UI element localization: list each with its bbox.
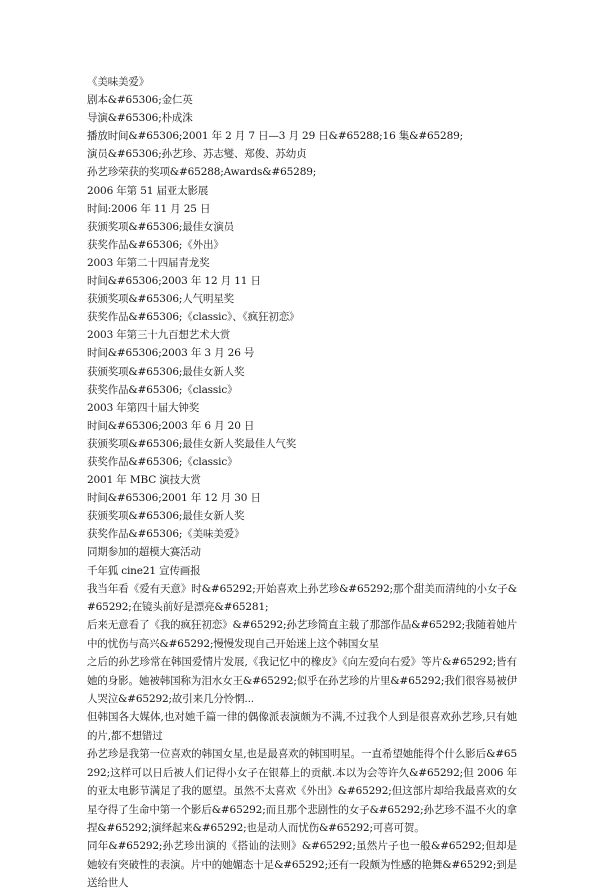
award-category: 获颁奖项&#65306;最佳女新人奖最佳人气奖 xyxy=(87,437,297,450)
body-paragraph: 孙艺珍是我第一位喜欢的韩国女星,也是最喜欢的韩国明星。一直希望她能得个什么影后&#65292;这样可以日后被人们记得小女子在银幕上的贡献.本以为会等许久&#65292;但 2006 年的亚太电影节满足了我的愿望。虽然不太喜欢《外出》&#65292;但这部片却给我最喜欢的女星夺得了生命中第一个影后&#65292;而且那个悲剧性的女子&#65292;孙艺珍不温不火的拿捏&#65292;演绎起来&#65292;也是动人而忧伤&#65292;可喜可贺。 xyxy=(87,748,517,834)
broadcast-time-line: 播放时间&#65306;2001 年 2 月 7 日—3 月 29 日&#65288;16 集&#65289; xyxy=(87,130,464,143)
body-paragraph: 同年&#65292;孙艺珍出演的《搭讪的法则》&#65292;虽然片子也一般&#65292;但却是她较有突破性的表演。片中的她媚态十足&#65292;还有一段颇为性感的艳舞&#65292;到是送给世人 xyxy=(87,840,517,890)
award-date: 时间&#65306;2003 年 12 月 11 日 xyxy=(87,275,261,288)
award-work: 获奖作品&#65306;《classic》 xyxy=(87,383,238,396)
award-event: 2001 年 MBC 演技大赏 xyxy=(87,474,201,487)
caption-line: 千年狐 cine21 宣传画报 xyxy=(87,564,201,577)
award-work: 获奖作品&#65306;《classic》 xyxy=(87,455,238,468)
award-category: 获颁奖项&#65306;人气明星奖 xyxy=(87,293,235,306)
award-event: 2003 年第四十届大钟奖 xyxy=(87,401,200,414)
screenwriter-line: 剧本&#65306;金仁英 xyxy=(87,94,193,107)
document-body xyxy=(87,73,517,893)
body-paragraph: 后来无意看了《我的疯狂初恋》&#65292;孙艺珍简直主载了那部作品&#65292;我随着她片中的忧伤与高兴&#65292;慢慢发现自己开始迷上这个韩国女星 xyxy=(87,619,517,650)
award-date: 时间&#65306;2003 年 3 月 26 号 xyxy=(87,347,255,360)
award-work: 获奖作品&#65306;《外出》 xyxy=(87,238,224,251)
drama-title: 《美味美爱》 xyxy=(87,76,150,88)
award-date: 时间:2006 年 11 月 25 日 xyxy=(87,202,211,215)
award-category: 获颁奖项&#65306;最佳女演员 xyxy=(87,220,235,233)
award-event: 2006 年第 51 届亚太影展 xyxy=(87,184,209,197)
body-paragraph: 但韩国各大媒体,也对她千篇一律的偶像派表演颇为不满,不过我个人到是很喜欢孙艺珍,只有她的片,都不想错过 xyxy=(87,711,517,742)
caption-line: 同期参加的超模大赛活动 xyxy=(87,546,201,559)
cast-line: 演员&#65306;孙艺珍、苏志燮、郑俊、苏幼贞 xyxy=(87,148,307,161)
awards-heading: 孙艺珍荣获的奖项&#65288;Awards&#65289; xyxy=(87,166,317,179)
director-line: 导演&#65306;朴成洙 xyxy=(87,112,193,125)
award-category: 获颁奖项&#65306;最佳女新人奖 xyxy=(87,510,245,523)
award-event: 2003 年第三十九百想艺术大赏 xyxy=(87,329,231,342)
award-work: 获奖作品&#65306;《美味美爱》 xyxy=(87,528,245,541)
award-date: 时间&#65306;2003 年 6 月 20 日 xyxy=(87,419,255,432)
award-date: 时间&#65306;2001 年 12 月 30 日 xyxy=(87,492,261,505)
award-work: 获奖作品&#65306;《classic》、《疯狂初恋》 xyxy=(87,311,300,324)
body-paragraph: 之后的孙艺珍常在韩国爱情片发展,《我记忆中的橡皮》《向左爱向右爱》等片&#65292;皆有她的身影。她被韩国称为泪水女王&#65292;似乎在孙艺珍的片里&#65292;我们很容易被伊人哭泣&#65292;故引来几分怜惘... xyxy=(87,656,517,706)
award-category: 获颁奖项&#65306;最佳女新人奖 xyxy=(87,365,245,378)
award-event: 2003 年第二十四届青龙奖 xyxy=(87,256,210,269)
body-paragraph: 我当年看《爱有天意》时&#65292;开始喜欢上孙艺珍&#65292;那个甜美而清纯的小女子&#65292;在镜头前好是漂亮&#65281; xyxy=(87,582,517,614)
